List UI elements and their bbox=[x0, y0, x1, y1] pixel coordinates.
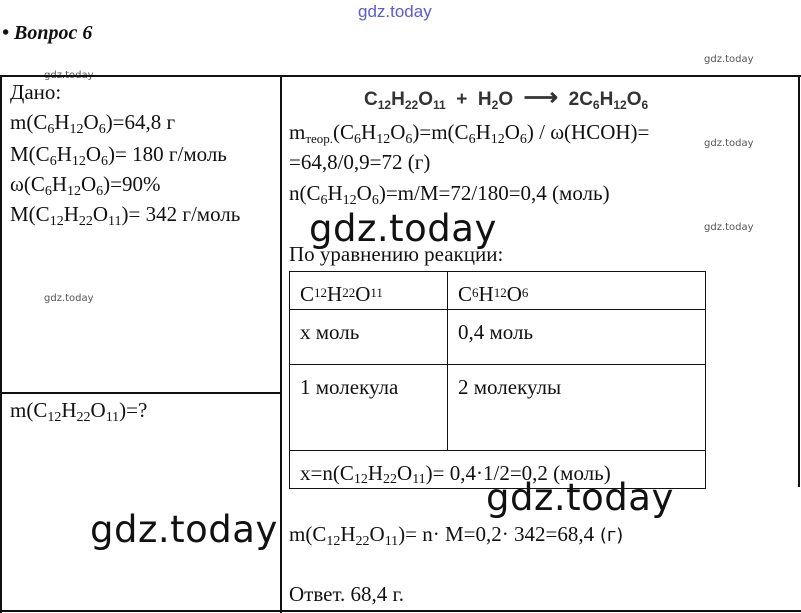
given-find-divider bbox=[0, 392, 282, 394]
given-line-yield: $\omega(C_6H_{12}O_6)=90\%$ bbox=[10, 172, 161, 199]
frame-left-border bbox=[0, 75, 2, 613]
table-cell: 2 молекулы bbox=[448, 365, 706, 451]
table-header-glucose: $C_6H_{12}O_6$ bbox=[448, 272, 706, 310]
watermark-small: gdz.today bbox=[704, 54, 754, 65]
watermark-large: gdz.today bbox=[486, 476, 674, 519]
column-divider bbox=[280, 75, 282, 613]
ratio-table bbox=[289, 271, 706, 489]
find-line: $m(C_{12}H_{22}O_{11})=$? bbox=[10, 398, 148, 425]
given-line-sucrose-molar-mass: $M(C_{12}H_{22}O_{11})= 342$ г/моль bbox=[10, 202, 241, 229]
given-line-molar-mass: $M(C_6H_{12}O_6)= 180$ г/моль bbox=[10, 142, 227, 169]
table-header-sucrose: $C_{12}H_{22}O_{11}$ bbox=[290, 272, 448, 310]
theoretical-mass-line: $m_{теор.}(C_6H_{12}O_6)=m(C_6H_{12}O_6)$ / ω(HCOH)= bbox=[289, 120, 650, 147]
watermark-small: gdz.today bbox=[704, 222, 754, 233]
watermark-small: gdz.today bbox=[44, 293, 94, 304]
frame-top-border bbox=[0, 75, 801, 77]
by-equation-label: По уравнению реакции: bbox=[289, 242, 504, 266]
given-title: Дано: bbox=[10, 80, 62, 104]
watermark-large: gdz.today bbox=[90, 508, 278, 551]
final-mass-line: $m(C_{12}H_{22}O_{11})= n\cdot M=0,2\cdot 342=68,4$ (г) bbox=[289, 522, 624, 549]
table-cell: 0,4 моль bbox=[448, 310, 706, 365]
answer-line: Ответ. 68,4 г. bbox=[289, 582, 405, 606]
theoretical-mass-calc: =64,8/0,9=72 (г) bbox=[289, 150, 431, 174]
moles-line: $n(C_6H_{12}O_6)=m/M=72/180=0,4$ (моль) bbox=[289, 181, 610, 208]
table-cell: 1 молекула bbox=[290, 365, 448, 451]
reaction-arrow-icon: ⟶ bbox=[523, 84, 559, 111]
watermark-small: gdz.today bbox=[704, 138, 754, 149]
given-line-mass: $m(C_6H_{12}O_6)=64,8$ г bbox=[10, 110, 176, 137]
watermark-top: gdz.today bbox=[358, 2, 432, 21]
table-result-row: $x=n(C_{12}H_{22}O_{11})= 0,4\cdot 1/2=0,2$ (моль) bbox=[290, 451, 706, 489]
reaction-equation: $C_{12}H_{22}O_{11} + H_2O$ ⟶ $2C_6H_{12}O_6$ bbox=[364, 84, 649, 112]
watermark-large: gdz.today bbox=[309, 207, 497, 250]
question-header: • Вопрос 6 bbox=[2, 22, 93, 44]
frame-bottom-border bbox=[0, 610, 801, 612]
table-cell: x моль bbox=[290, 310, 448, 365]
frame-right-border bbox=[798, 75, 800, 487]
